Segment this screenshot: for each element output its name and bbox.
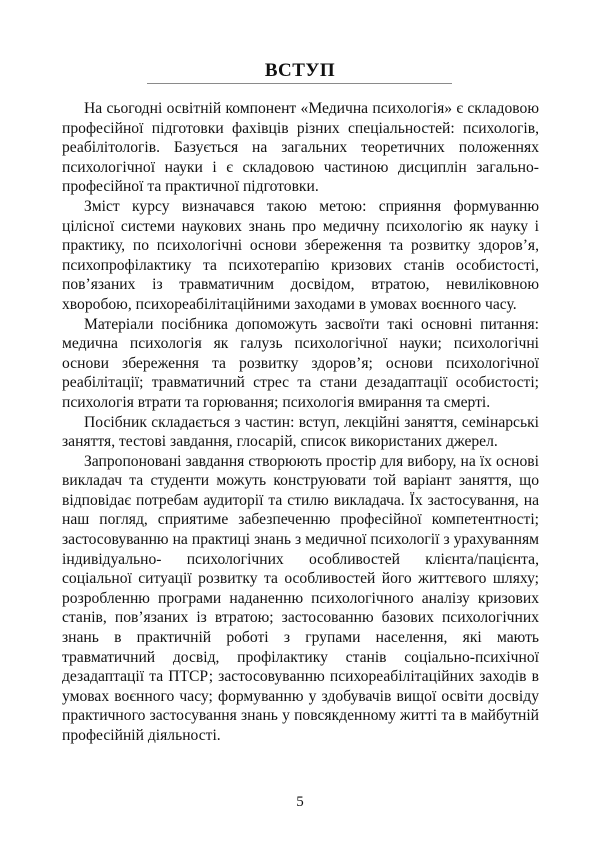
paragraph-course-goal: Зміст курсу визначався такою метою: сприяння формуванню цілісної системи наукових знань про медичну психологію як науку і практику, по психологічні основи збереження та розвитку здоров’я, психопрофілактику та психотерапію кризових станів особистості, пов’язаних із травматичним досвідом, втратою, невиліковною хворобою, психореабілітаційними заходами в умовах воєнного часу. (62, 197, 539, 313)
paragraph-tasks: Запропоновані завдання створюють простір для вибору, на їх основі викладач та студенти можуть конструювати той варіант заняття, що відповідає потребам аудиторії та стилю викладача. Їх застосування, на наш погляд, сприятиме забезпеченню професійної компетентності; застосовуванню на практиці знань з медичної психології з урахуванням індивідуально- психологічних особливостей клієнта/пацієнта, соціальної ситуації розвитку та особливостей його життєвого шляху; розробленню програми наданенню психологічного аналізу кризових станів, пов’язаних із втратою; застосованню базових психологічних знань в практичній роботі з групами населення, які мають травматичний досвід, профілактику станів соціально-психічної дезадаптації та ПТСР; застосовуванню психореабілітаційних заходів в умовах воєнного часу; формуванню у здобувачів вищої освіти досвіду практичного застосування знань у повсякденному житті та в майбутній професійній діяльності. (62, 452, 539, 744)
page-number: 5 (296, 794, 304, 810)
section-title: ВСТУП (264, 60, 336, 81)
paragraph-structure: Посібник складається з частин: вступ, лекційні заняття, семінарські заняття, тестові завдання, глосарій, список використаних джерел. (62, 413, 539, 451)
paragraph-materials: Матеріали посібника допоможуть засвоїти такі основні питання: медична психологія як галузь психологічної науки; психологічні основи збереження та розвитку здоров’я; основи психологічної реабілітації; травматичний стрес та стани дезадаптації особистості; психологія втрати та горювання; психологія вмирання та смерті. (62, 315, 539, 411)
title-underline-rule (147, 83, 452, 84)
paragraph-intro: На сьогодні освітній компонент «Медична психологія» є складовою професійної підготовки фахівців різних спеціальностей: психологів, реабілітологів. Базується на загальних теоретичних положеннях психологічної науки і є складовою частиною дисциплін загально-професійної та практичної підготовки. (62, 100, 539, 196)
body-text (62, 99, 539, 746)
